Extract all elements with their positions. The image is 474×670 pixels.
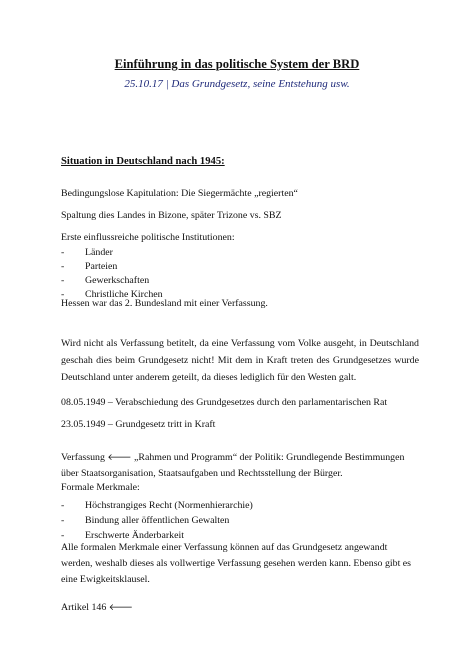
paragraph-spaltung: Spaltung dies Landes in Bizone, später Trizone vs. SBZ bbox=[61, 210, 282, 221]
list-item: - Christliche Kirchen bbox=[61, 289, 163, 300]
paragraph-kapitulation: Bedingungslose Kapitulation: Die Siegermächte „regierten“ bbox=[61, 188, 298, 199]
list-item: - Bindung aller öffentlichen Gewalten bbox=[61, 515, 230, 526]
list-item: - Höchstrangiges Recht (Normenhierarchie) bbox=[61, 500, 253, 511]
list-item: - Erschwerte Änderbarkeit bbox=[61, 530, 184, 541]
arrow-left-icon: 🡐 bbox=[107, 453, 132, 463]
paragraph-verfassung-definition: Verfassung 🡐 „Rahmen und Programm“ der Politik: Grundlegende Bestimmungen über Staatsorganisation, Staatsaufgaben und Rechtsstellung der Bürger. bbox=[61, 452, 405, 479]
paragraph-date-1: 08.05.1949 – Verabschiedung des Grundgesetzes durch den parlamentarischen Rat bbox=[61, 397, 388, 408]
document-subtitle: 25.10.17 | Das Grundgesetz, seine Entstehung usw. bbox=[124, 78, 350, 90]
paragraph-date-2: 23.05.1949 – Grundgesetz tritt in Kraft bbox=[61, 419, 216, 430]
paragraph-formale-merkmale: Formale Merkmale: bbox=[61, 482, 140, 493]
paragraph-hessen: Hessen war das 2. Bundesland mit einer Verfassung. bbox=[61, 298, 268, 309]
paragraph-institutionen: Erste einflussreiche politische Institutionen: bbox=[61, 232, 235, 243]
list-item: - Parteien bbox=[61, 261, 118, 272]
document-title: Einführung in das politische System der BRD bbox=[114, 57, 360, 71]
paragraph-merkmale-grundgesetz: Alle formalen Merkmale einer Verfassung können auf das Grundgesetz angewandt werden, weshalb dieses als vollwertige Verfassung gesehen werden kann. Ebenso gibt es eine Ewigkeitsklausel. bbox=[61, 542, 412, 585]
section-heading: Situation in Deutschland nach 1945: bbox=[61, 156, 225, 167]
arrow-left-icon: 🡐 bbox=[108, 603, 133, 613]
paragraph-artikel: Artikel 146 🡐 bbox=[61, 602, 133, 613]
list-item: - Länder bbox=[61, 247, 113, 258]
list-item: - Gewerkschaften bbox=[61, 275, 150, 286]
paragraph-verfassung: Wird nicht als Verfassung betitelt, da eine Verfassung vom Volke ausgeht, in Deutschland geschah dies beim Grundgesetz nicht! Mit dem in Kraft treten des Grundgesetzes wurde Deutschland unter anderem geteilt, da dieses lediglich für den Westen galt. bbox=[61, 338, 419, 383]
